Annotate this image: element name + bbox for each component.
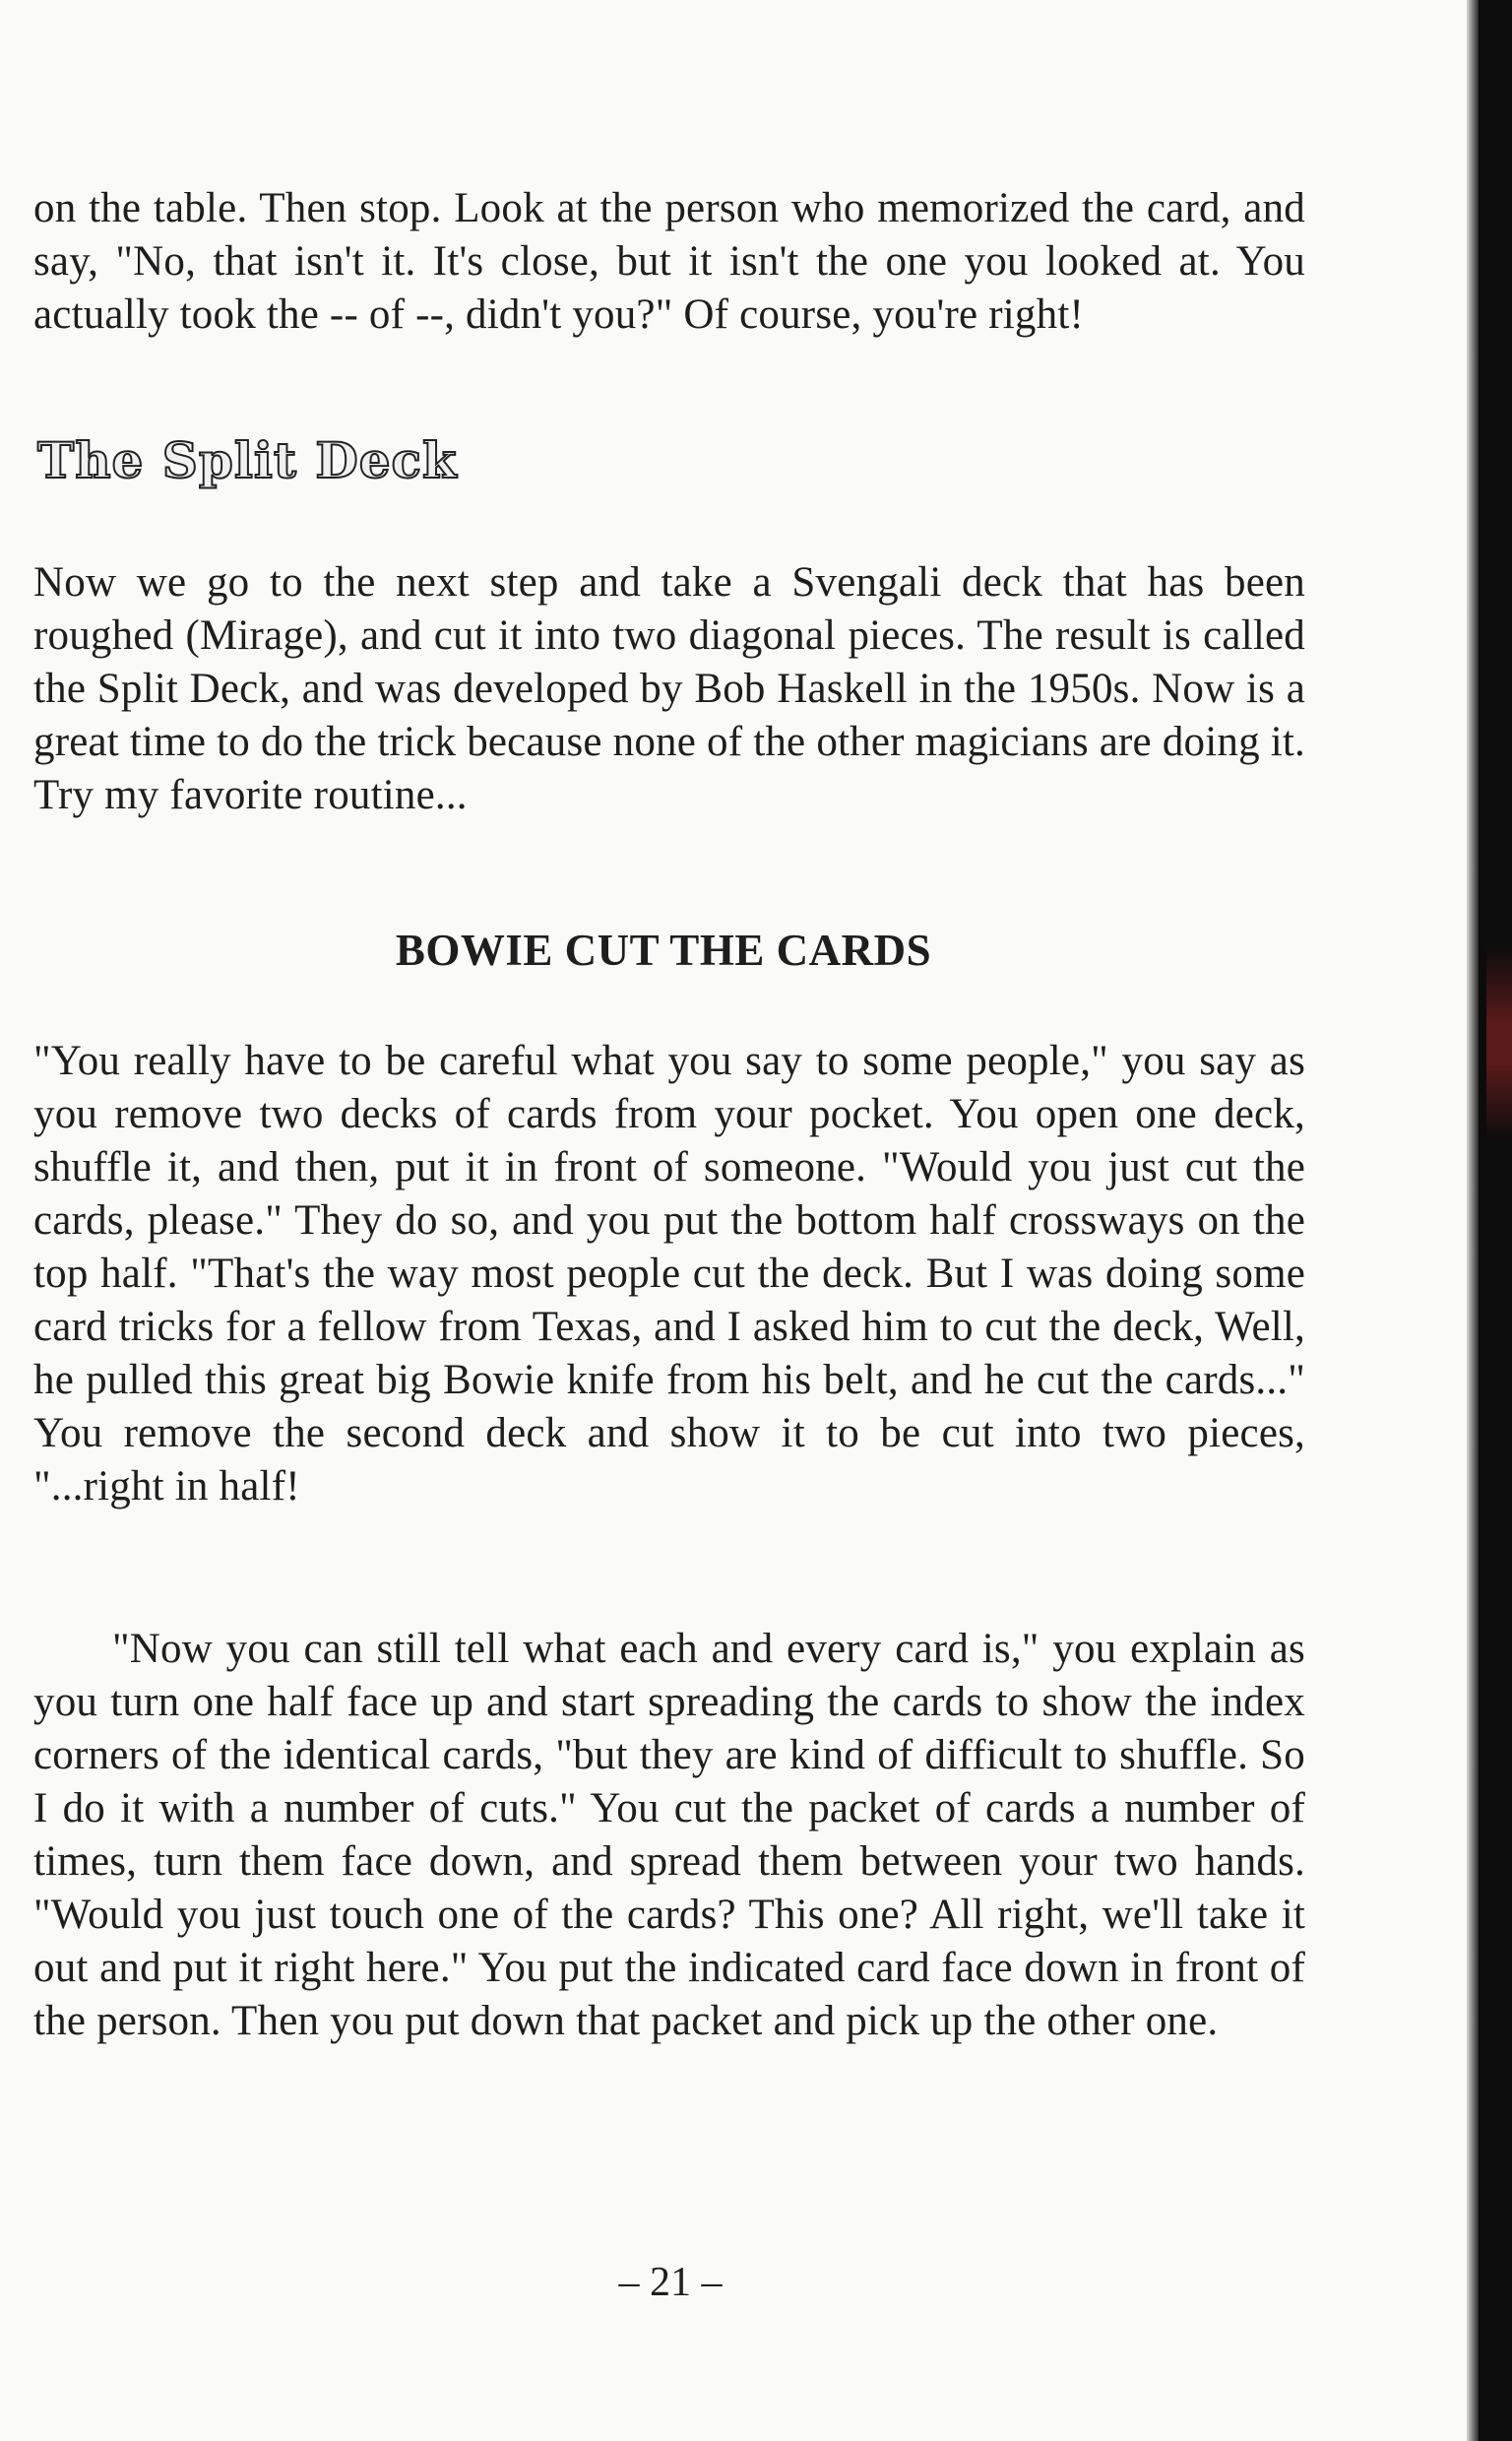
routine-title: BOWIE CUT THE CARDS	[395, 926, 932, 975]
spine-tint	[1486, 945, 1512, 1142]
book-spine	[1479, 0, 1512, 2441]
routine-paragraph-1: "You really have to be careful what you say to some people," you say as you remove two decks of cards from your pocket. You open one deck, shuffle it, and then, put it in front of someone. "Would you just cut the cards, please." They do so, and you put the bottom half crossways on the top half. "That's the way most people cut the deck. But I was doing some card tricks for a fellow from Texas, and I asked him to cut the deck, Well, he pulled this great big Bowie knife from his belt, and he cut the cards..." You remove the second deck and show it to be cut into two pieces, "...right in half!	[33, 1038, 1305, 1510]
intro-paragraph: on the table. Then stop. Look at the person who memorized the card, and say, "No, that isn't it. It's close, but it isn't the one you looked at. You actually took the -- of --, didn't you?" Of course, you're right!	[33, 185, 1305, 338]
routine-paragraph-2: "Now you can still tell what each and every card is," you explain as you turn one half face up and start spreading the cards to show the index corners of the identical cards, "but they are kind of difficult to shuffle. So I do it with a number of cuts." You cut the packet of cards a number of times, turn them face down, and spread them between your two hands. "Would you just touch one of the cards? This one? All right, we'll take it out and put it right here." You put the indicated card face down in front of the person. Then you put down that packet and pick up the other one.	[33, 1626, 1305, 2044]
split-deck-paragraph: Now we go to the next step and take a Svengali deck that has been roughed (Mirage), and cut it into two diagonal pieces. The result is called the Split Deck, and was developed by Bob Haskell in the 1950s. Now is a great time to do the trick because none of the other magicians are doing it. Try my favorite routine...	[33, 559, 1305, 818]
section-title: The Split Deck	[37, 431, 458, 489]
page-edge-shadow	[1467, 0, 1479, 2441]
page-number: – 21 –	[618, 2260, 723, 2305]
